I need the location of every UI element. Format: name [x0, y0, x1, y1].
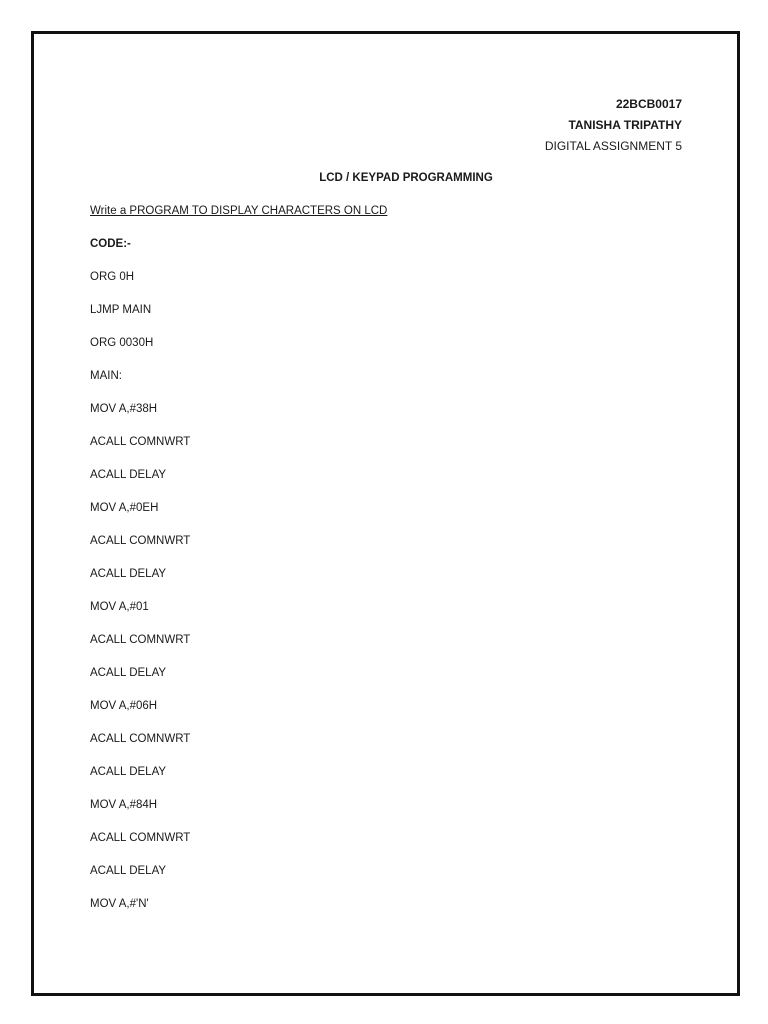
code-line: MAIN:: [90, 370, 122, 382]
code-line: ACALL DELAY: [90, 865, 167, 877]
code-line: LJMP MAIN: [90, 304, 152, 316]
code-line: ACALL DELAY: [90, 469, 167, 481]
code-line: ORG 0030H: [90, 337, 154, 349]
code-line: MOV A,#0EH: [90, 502, 159, 514]
code-line: ORG 0H: [90, 271, 135, 283]
code-line: ACALL COMNWRT: [90, 436, 191, 448]
code-line: ACALL DELAY: [90, 667, 167, 679]
document-title: LCD / KEYPAD PROGRAMMING: [319, 172, 493, 184]
code-line: ACALL COMNWRT: [90, 535, 191, 547]
registration-number: 22BCB0017: [615, 97, 682, 111]
code-line: MOV A,#38H: [90, 403, 158, 415]
assignment-label: DIGITAL ASSIGNMENT 5: [544, 139, 682, 153]
code-line: ACALL DELAY: [90, 766, 167, 778]
code-line: MOV A,#01: [90, 601, 149, 613]
code-line: ACALL COMNWRT: [90, 733, 191, 745]
code-line: MOV A,#06H: [90, 700, 158, 712]
student-name: TANISHA TRIPATHY: [568, 118, 682, 132]
code-line: ACALL DELAY: [90, 568, 167, 580]
code-line: ACALL COMNWRT: [90, 634, 191, 646]
header-block: [545, 94, 682, 157]
code-line: MOV A,#84H: [90, 799, 158, 811]
code-label: CODE:-: [90, 238, 131, 250]
code-listing: [90, 269, 190, 929]
task-statement: Write a PROGRAM TO DISPLAY CHARACTERS ON LCD: [90, 205, 388, 217]
code-line: ACALL COMNWRT: [90, 832, 191, 844]
code-line: MOV A,#'N': [90, 898, 149, 910]
